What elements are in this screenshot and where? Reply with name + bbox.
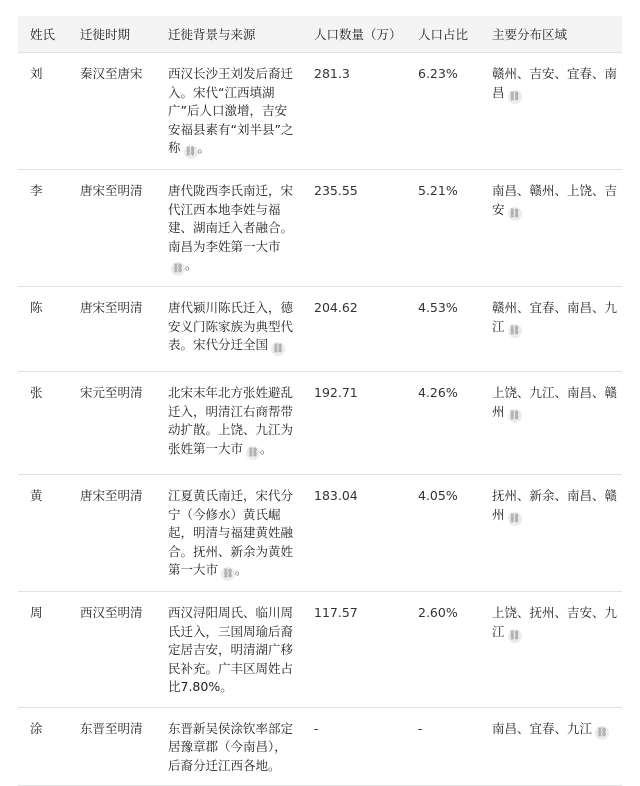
cell-background — [156, 170, 302, 287]
regions-text: 赣州、吉安、宜春、南昌 — [492, 66, 618, 100]
regions-text: 南昌、宜春、九江 — [492, 720, 593, 736]
cell-period: 唐宋至明清 — [68, 287, 156, 372]
table-row — [18, 707, 622, 786]
header-population: 人口数量（万） — [302, 16, 406, 53]
cell-period: 唐宋至明清 — [68, 475, 156, 592]
cell-population: 281.3 — [302, 53, 406, 170]
header-regions: 主要分布区域 — [480, 16, 622, 53]
cell-regions — [480, 372, 622, 475]
cell-regions — [480, 592, 622, 708]
header-period: 迁徙时期 — [68, 16, 156, 53]
cell-share: 6.23% — [406, 53, 480, 170]
table-header-row — [18, 16, 622, 53]
table-row — [18, 475, 622, 592]
link-icon[interactable]: ⛓ — [596, 727, 608, 738]
cell-share: 4.26% — [406, 372, 480, 475]
link-icon[interactable]: ⛓ — [184, 147, 197, 157]
background-text: 西汉浔阳周氏、临川周氏迁入，三国周瑜后裔定居吉安，明清湖广移民补充。广丰区周姓占比7.80%。 — [168, 605, 294, 694]
background-text: 唐代陇西李氏南迁，宋代江西本地李姓与福建、湖南迁入者融合。南昌为李姓第一大市 — [168, 183, 294, 254]
table-row — [18, 53, 622, 170]
link-icon[interactable]: ⛓ — [272, 344, 284, 354]
cell-period: 唐宋至明清 — [68, 170, 156, 287]
cell-background — [156, 372, 302, 475]
regions-text: 南昌、赣州、上饶、吉安 — [492, 183, 618, 217]
background-tail: 。 — [260, 440, 273, 456]
regions-text: 赣州、宜春、南昌、九江 — [492, 300, 618, 334]
cell-share: 4.05% — [406, 475, 480, 592]
cell-background — [156, 707, 302, 786]
background-tail: 。 — [185, 257, 198, 272]
cell-background — [156, 287, 302, 372]
cell-share: - — [406, 707, 480, 786]
link-icon[interactable]: ⛓ — [508, 325, 521, 336]
cell-surname: 涂 — [18, 707, 68, 786]
background-text: 唐代颍川陈氏迁入，德安义门陈家族为典型代表。宋代分迁全国 — [168, 300, 294, 352]
background-tail: 。 — [197, 140, 211, 155]
cell-population: 192.71 — [302, 372, 406, 475]
background-text: 东晋新吴侯涂钦率部定居豫章郡（今南昌），后裔分迁江西各地。 — [168, 720, 294, 773]
cell-surname: 刘 — [18, 53, 68, 170]
link-icon[interactable]: ⛓ — [172, 264, 184, 274]
regions-text: 上饶、抚州、吉安、九江 — [492, 605, 618, 639]
cell-share: 2.60% — [406, 592, 480, 708]
link-icon[interactable]: ⛓ — [222, 569, 234, 579]
surname-migration-table — [18, 16, 622, 786]
cell-surname: 张 — [18, 372, 68, 475]
cell-regions — [480, 475, 622, 592]
background-text: 北宋末年北方张姓避乱迁入，明清江右商帮带动扩散。上饶、九江为张姓第一大市 — [168, 385, 294, 456]
header-surname: 姓氏 — [18, 16, 68, 53]
cell-background — [156, 475, 302, 592]
cell-background — [156, 592, 302, 708]
cell-surname: 李 — [18, 170, 68, 287]
table-row — [18, 592, 622, 708]
link-icon[interactable]: ⛓ — [508, 410, 521, 421]
link-icon[interactable]: ⛓ — [508, 513, 521, 524]
cell-regions — [480, 170, 622, 287]
cell-period: 宋元至明清 — [68, 372, 156, 475]
cell-share: 4.53% — [406, 287, 480, 372]
cell-share: 5.21% — [406, 170, 480, 287]
cell-surname: 周 — [18, 592, 68, 708]
cell-period: 西汉至明清 — [68, 592, 156, 708]
link-icon[interactable]: ⛓ — [508, 630, 521, 641]
link-icon[interactable]: ⛓ — [508, 208, 521, 219]
cell-regions — [480, 53, 622, 170]
table-row — [18, 170, 622, 287]
cell-population: 117.57 — [302, 592, 406, 708]
regions-text: 上饶、九江、南昌、赣州 — [492, 385, 618, 419]
cell-surname: 黄 — [18, 475, 68, 592]
cell-population: - — [302, 707, 406, 786]
background-text: 江夏黄氏南迁，宋代分宁（今修水）黄氏崛起，明清与福建黄姓融合。抚州、新余为黄姓第一大市 — [168, 488, 294, 577]
cell-period: 秦汉至唐宋 — [68, 53, 156, 170]
cell-background — [156, 53, 302, 170]
table-row — [18, 287, 622, 372]
cell-surname: 陈 — [18, 287, 68, 372]
background-tail: 。 — [235, 562, 248, 577]
cell-regions — [480, 287, 622, 372]
link-icon[interactable]: ⛓ — [508, 91, 521, 102]
header-share: 人口占比 — [406, 16, 480, 53]
cell-population: 183.04 — [302, 475, 406, 592]
background-text: 西汉长沙王刘发后裔迁入。宋代“江西填湖广”后人口激增，吉安安福县素有“刘半县”之称 — [168, 66, 294, 155]
cell-population: 204.62 — [302, 287, 406, 372]
cell-regions — [480, 707, 622, 786]
table-row — [18, 372, 622, 475]
regions-text: 抚州、新余、南昌、赣州 — [492, 488, 618, 522]
cell-population: 235.55 — [302, 170, 406, 287]
link-icon[interactable]: ⛓ — [247, 447, 259, 458]
header-background: 迁徙背景与来源 — [156, 16, 302, 53]
cell-period: 东晋至明清 — [68, 707, 156, 786]
